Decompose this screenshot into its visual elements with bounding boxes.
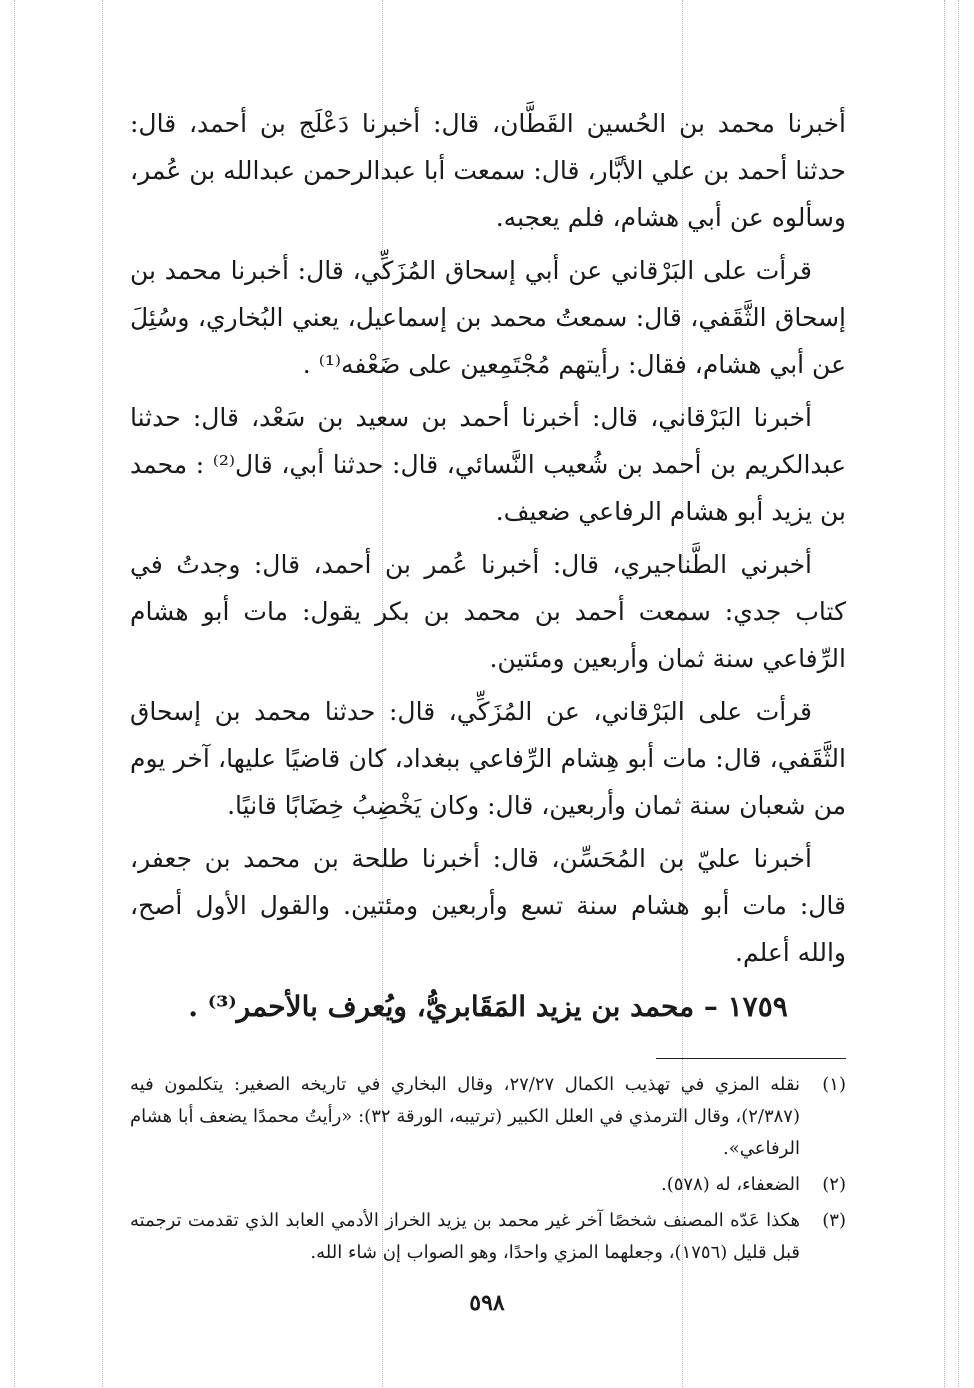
paragraph: أخبرنا عليّ بن المُحَسِّن، قال: أخبرنا طلحة بن محمد بن جعفر، قال: مات أبو هشام سنة تسع وأربعين ومئتين. والقول الأول أصح، والله أعلم. [130,844,846,967]
footnote-number: (٣) [822,1210,846,1231]
footnote-number: (١) [822,1074,846,1095]
footnote-number: (٢) [822,1174,846,1195]
paragraph: قرأت على البَرْقاني عن أبي إسحاق المُزَكِّي، قال: أخبرنا محمد بن إسحاق الثَّقَفي، قال: سمعتُ محمد بن إسماعيل، يعني البُخاري، وسُئِلَ عن أبي هشام، فقال: رأيتهم مُجْتَمِعين على ضَعْفه⁽¹⁾ . [130,256,846,379]
paragraph: قرأت على البَرْقاني، عن المُزَكِّي، قال: حدثنا محمد بن إسحاق الثَّقَفي، قال: مات أبو هِشام الرِّفاعي ببغداد، كان قاضيًا عليها، آخر يوم من شعبان سنة ثمان وأربعين، قال: وكان يَخْضِبُ خِضَابًا قانيًا. [130,697,846,820]
footnote-text: هكذا عَدّه المصنف شخصًا آخر غير محمد بن يزيد الخراز الأدمي العابد الذي تقدمت ترجمته قبل قليل (١٧٥٦)، وجعلهما المزي واحدًا، وهو الصواب إن شاء الله. [130,1210,800,1263]
margin-guide-line [944,0,945,1388]
margin-guide-line [102,0,103,1388]
paragraph: أخبرني الطَّناجيري، قال: أخبرنا عُمر بن أحمد، قال: وجدتُ في كتاب جدي: سمعت أحمد بن محمد بن بكر يقول: مات أبو هشام الرِّفاعي سنة ثمان وأربعين ومئتين. [130,550,846,673]
margin-guide-line [958,0,959,1388]
footnote [130,1205,846,1269]
footnotes [130,1069,846,1269]
footnote-text: الضعفاء، له (٥٧٨). [660,1174,800,1195]
footnote [130,1169,846,1201]
footnote-separator [656,1058,846,1059]
footnote [130,1069,846,1165]
page-body [130,100,846,1273]
page-number: ٥٩٨ [469,1290,505,1316]
footnote-text: نقله المزي في تهذيب الكمال ٢٧/٢٧، وقال البخاري في تاريخه الصغير: يتكلمون فيه (٢/٣٨٧)، وقال الترمذي في العلل الكبير (ترتيبه، الورقة ٣٢): «رأيتُ محمدًا يضعف أبا هشام الرفاعي». [130,1074,801,1159]
paragraph: أخبرنا البَرْقاني، قال: أخبرنا أحمد بن سعيد بن سَعْد، قال: حدثنا عبدالكريم بن أحمد بن شُعيب النَّسائي، قال: حدثنا أبي، قال⁽²⁾ : محمد بن يزيد أبو هشام الرفاعي ضعيف. [130,403,847,526]
margin-guide-line [14,0,15,1388]
paragraph: أخبرنا محمد بن الحُسين القَطَّان، قال: أخبرنا دَعْلَج بن أحمد، قال: حدثنا أحمد بن علي الأبَّار، قال: سمعت أبا عبدالرحمن عبدالله بن عُمر، وسألوه عن أبي هشام، فلم يعجبه. [130,109,846,232]
entry-heading: ١٧٥٩ – محمد بن يزيد المَقَابريُّ، ويُعرف بالأحمر⁽³⁾ . [188,990,788,1023]
